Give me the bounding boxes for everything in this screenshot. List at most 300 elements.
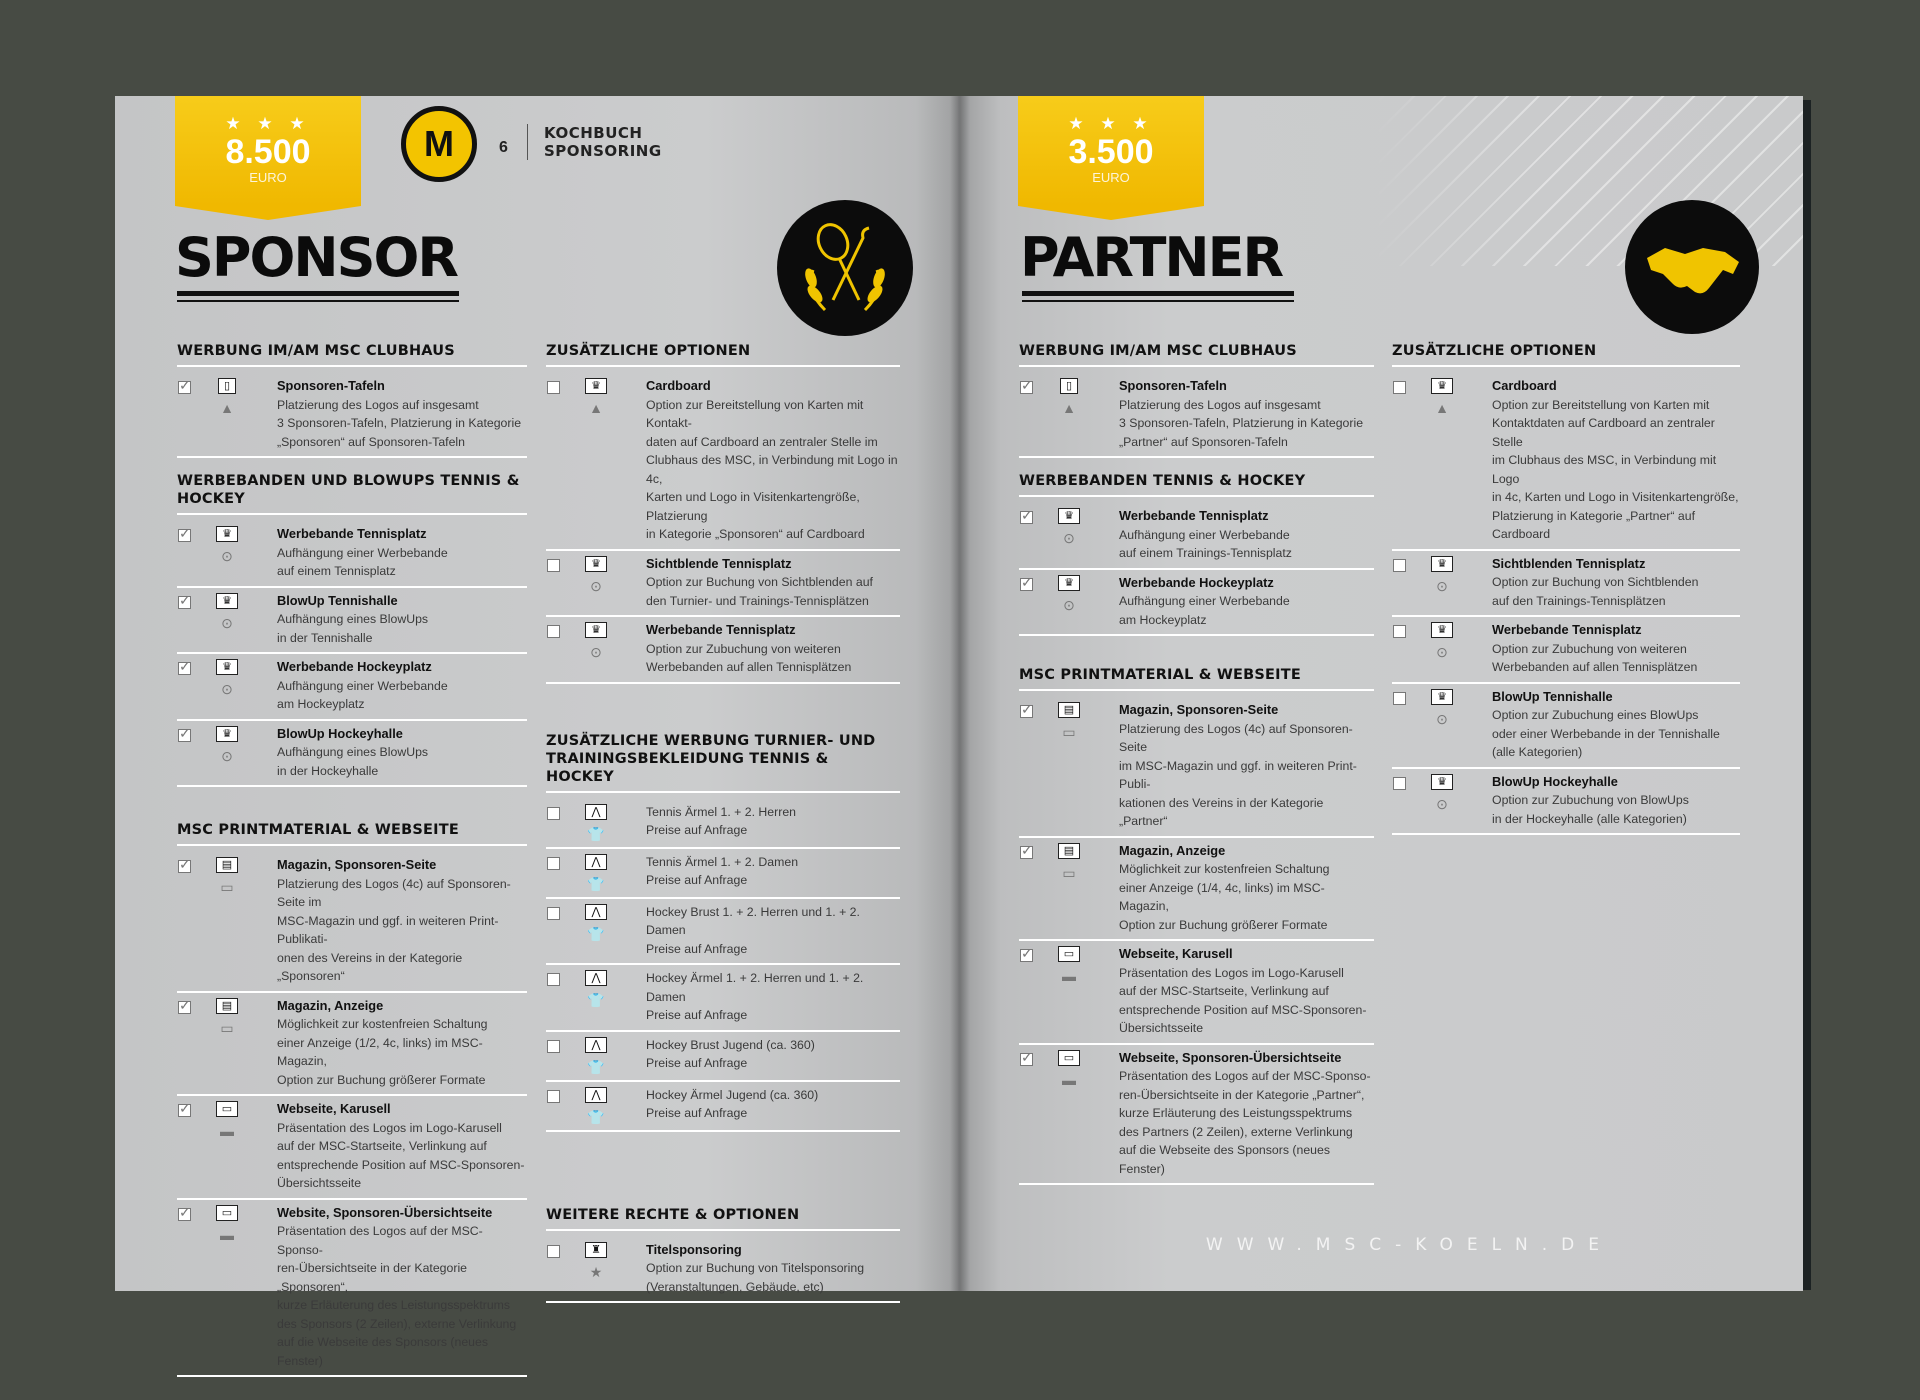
shirt-secondary-icon: 👕 xyxy=(587,825,605,842)
list-item xyxy=(1019,1045,1374,1186)
item-text xyxy=(1105,507,1374,563)
list-item xyxy=(1019,503,1374,570)
section xyxy=(177,821,527,1377)
trophy-icon: ♜ xyxy=(585,1242,607,1258)
item-line: Präsentation des Logos auf der MSC-Sponso- xyxy=(1119,1069,1371,1083)
banner-icon: ♛ xyxy=(216,659,238,675)
item-line: Option zur Bereitstellung von Karten mit Kontakt- xyxy=(646,397,864,430)
option-checkbox[interactable] xyxy=(547,381,560,394)
item-text xyxy=(263,1100,527,1193)
sign-secondary-icon: ▲ xyxy=(1062,400,1076,416)
item-title: BlowUp Tennishalle xyxy=(1492,688,1613,704)
item-line: Option zur Zubuchung von BlowUps xyxy=(1492,793,1689,807)
section-heading: ZUSÄTZLICHE OPTIONEN xyxy=(546,342,900,367)
item-text xyxy=(632,803,900,842)
web-icon: ▭ xyxy=(216,1101,238,1117)
item-line: Möglichkeit zur kostenfreien Schaltung xyxy=(1119,862,1330,876)
title-underline-thin xyxy=(177,300,459,302)
item-icons xyxy=(560,621,632,677)
item-icons xyxy=(560,969,632,1025)
option-checkbox[interactable] xyxy=(547,559,560,572)
option-checkbox[interactable] xyxy=(178,1001,191,1014)
option-checkbox[interactable] xyxy=(1020,578,1033,591)
list-item xyxy=(177,1096,527,1200)
item-line: Hockey Brust Jugend (ca. 360) xyxy=(646,1037,815,1052)
banner-icon: ♛ xyxy=(216,526,238,542)
option-checkbox[interactable] xyxy=(547,807,560,820)
price-banner xyxy=(1018,96,1204,206)
banner-icon: ♛ xyxy=(1431,774,1453,790)
list-item xyxy=(546,373,900,551)
banner-secondary-icon: ⊙ xyxy=(221,681,233,697)
shirt-icon: ⋀ xyxy=(585,904,606,920)
option-checkbox[interactable] xyxy=(547,907,560,920)
item-line: in Kategorie „Sponsoren“ auf Cardboard xyxy=(646,527,865,541)
section-heading: WEITERE RECHTE & OPTIONEN xyxy=(546,1206,900,1231)
item-line: entsprechende Position auf MSC-Sponsoren- xyxy=(277,1157,525,1172)
option-checkbox[interactable] xyxy=(178,860,191,873)
item-line: Preise auf Anfrage xyxy=(646,1106,748,1120)
banner-secondary-icon: ⊙ xyxy=(221,747,233,764)
shirt-secondary-icon: 👕 xyxy=(587,1058,605,1075)
item-icons xyxy=(560,1241,632,1297)
item-line: Option zur Buchung von Titelsponsoring xyxy=(646,1261,865,1275)
item-line: Preise auf Anfrage xyxy=(646,823,748,837)
list-item xyxy=(1019,697,1374,838)
option-checkbox[interactable] xyxy=(178,1208,191,1221)
banner-secondary-icon: ⊙ xyxy=(1063,596,1075,613)
list-item xyxy=(1019,838,1374,942)
item-line: 3 Sponsoren-Tafeln, Platzierung in Kategorie xyxy=(277,416,522,430)
item-line: Option zur Zubuchung von weiteren xyxy=(1492,641,1687,656)
option-checkbox[interactable] xyxy=(1020,511,1033,524)
section xyxy=(1392,342,1740,835)
item-line: am Hockeyplatz xyxy=(277,697,365,711)
item-line: kationen des Vereins in der Kategorie „Partner“ xyxy=(1119,795,1324,828)
card-icon: ♛ xyxy=(1431,378,1453,394)
item-icons xyxy=(191,525,263,581)
item-text xyxy=(632,621,900,677)
option-checkbox[interactable] xyxy=(547,857,560,870)
sign-icon: ▯ xyxy=(218,378,236,394)
section xyxy=(1019,666,1374,1185)
item-text xyxy=(263,377,527,451)
section xyxy=(1019,472,1374,636)
item-icons xyxy=(191,725,263,781)
item-text xyxy=(1105,377,1374,451)
item-line: in der Tennishalle xyxy=(277,630,373,645)
list-item xyxy=(177,1200,527,1378)
book-spine xyxy=(950,96,970,1291)
item-line: Tennis Ärmel 1. + 2. Herren xyxy=(646,804,797,819)
banner-icon: ♛ xyxy=(585,556,607,572)
item-line: Platzierung des Logos auf insgesamt xyxy=(1119,397,1321,412)
item-icons xyxy=(191,592,263,648)
item-line: in 4c, Karten und Logo in Visitenkartengröße, xyxy=(1492,490,1739,504)
item-title: Magazin, Anzeige xyxy=(1119,842,1226,858)
item-title: Webseite, Sponsoren-Übersichtseite xyxy=(1119,1049,1342,1065)
item-line: Karten und Logo in Visitenkartengröße, Platzierung xyxy=(646,490,860,523)
item-line: in der Hockeyhalle (alle Kategorien) xyxy=(1492,811,1687,826)
item-icons xyxy=(191,377,263,451)
page-edge xyxy=(1803,100,1811,1290)
item-line: am Hockeyplatz xyxy=(1119,612,1207,627)
right-column-1 xyxy=(1019,342,1374,1185)
list-item xyxy=(1392,373,1740,551)
item-line: MSC-Magazin und ggf. in weiteren Print-Publikati- xyxy=(277,913,499,946)
list-item xyxy=(177,993,527,1097)
item-icons xyxy=(191,1100,263,1193)
item-title: Werbebande Hockeyplatz xyxy=(277,659,432,674)
shirt-icon: ⋀ xyxy=(585,1037,606,1053)
banner-secondary-icon: ⊙ xyxy=(221,614,233,631)
item-line: Preise auf Anfrage xyxy=(646,1056,748,1070)
item-text xyxy=(632,377,900,544)
right-page xyxy=(958,96,1803,1291)
item-line: Platzierung des Logos (4c) auf Sponsoren-Seite xyxy=(1119,721,1353,754)
section-heading: ZUSÄTZLICHE WERBUNG TURNIER- UND TRAININGSBEKLEIDUNG TENNIS & HOCKEY xyxy=(546,732,900,793)
item-title: Werbebande Tennisplatz xyxy=(1119,508,1269,523)
item-line: Präsentation des Logos im Logo-Karusell xyxy=(277,1120,502,1135)
option-checkbox[interactable] xyxy=(1393,625,1406,638)
item-icons xyxy=(1406,377,1478,544)
item-text xyxy=(1105,574,1374,630)
sign-icon: ▯ xyxy=(1060,378,1078,394)
list-item xyxy=(177,852,527,993)
list-item xyxy=(546,617,900,684)
item-line: Option zur Buchung von Sichtblenden auf xyxy=(646,575,873,589)
item-line: oder einer Werbebande in der Tennishalle xyxy=(1492,726,1720,741)
item-icons xyxy=(1406,688,1478,762)
item-title: Webseite, Karusell xyxy=(277,1101,391,1116)
item-icons xyxy=(1406,621,1478,677)
item-title: Magazin, Sponsoren-Seite xyxy=(277,857,437,872)
item-line: Aufhängung eines BlowUps xyxy=(277,612,429,626)
item-text xyxy=(632,1086,900,1125)
price: 3.500 xyxy=(1068,133,1154,171)
header-line1: KOCHBUCH xyxy=(544,124,643,142)
item-icons xyxy=(1033,945,1105,1038)
page-title: PARTNER xyxy=(1020,226,1283,289)
item-title: Sichtblende Tennisplatz xyxy=(646,555,792,571)
option-checkbox[interactable] xyxy=(1393,692,1406,705)
banner-secondary-icon: ⊙ xyxy=(1436,710,1448,727)
currency: EURO xyxy=(1092,170,1130,185)
option-checkbox[interactable] xyxy=(178,729,191,742)
stars: ★ ★ ★ xyxy=(225,114,311,133)
item-icons xyxy=(1033,507,1105,563)
item-icons xyxy=(191,856,263,986)
item-line: Werbebanden auf allen Tennisplätzen xyxy=(1492,660,1698,674)
item-line: Clubhaus des MSC, in Verbindung mit Logo in 4c, xyxy=(646,453,898,486)
item-line: im Clubhaus des MSC, in Verbindung mit Logo xyxy=(1492,453,1717,486)
option-checkbox[interactable] xyxy=(1020,846,1033,859)
item-text xyxy=(263,856,527,986)
banner-secondary-icon: ⊙ xyxy=(1436,644,1448,660)
item-line: Option zur Buchung von Sichtblenden xyxy=(1492,575,1699,589)
item-line: (alle Kategorien) xyxy=(1492,745,1583,759)
section xyxy=(546,342,900,684)
item-icons xyxy=(560,853,632,892)
item-line: Option zur Zubuchung von weiteren xyxy=(646,641,841,656)
shirt-icon: ⋀ xyxy=(585,804,606,820)
item-title: Cardboard xyxy=(1492,378,1557,393)
item-line: Aufhängung einer Werbebande xyxy=(1119,594,1290,608)
item-title: Website, Sponsoren-Übersichtseite xyxy=(277,1204,493,1220)
item-text xyxy=(263,725,527,781)
shirt-secondary-icon: 👕 xyxy=(587,1108,605,1125)
item-title: Magazin, Anzeige xyxy=(277,997,384,1013)
item-line: des Partners (2 Zeilen), externe Verlinkung xyxy=(1119,1124,1353,1139)
item-line: auf der MSC-Startseite, Verlinkung auf xyxy=(277,1139,487,1153)
option-checkbox[interactable] xyxy=(1020,949,1033,962)
item-line: daten auf Cardboard an zentraler Stelle im xyxy=(646,434,878,449)
item-text xyxy=(1105,1049,1374,1179)
option-checkbox[interactable] xyxy=(547,1090,560,1103)
item-title: Werbebande Tennisplatz xyxy=(1492,622,1642,637)
magazine-secondary-icon: ▭ xyxy=(220,879,234,895)
item-icons xyxy=(1033,842,1105,935)
list-item xyxy=(177,654,527,721)
item-line: auf die Webseite des Sponsors (neues Fenster) xyxy=(277,1335,488,1368)
item-line: Platzierung in Kategorie „Partner“ auf Cardboard xyxy=(1492,508,1696,541)
item-line: Option zur Buchung größerer Formate xyxy=(1119,917,1328,932)
web-secondary-icon: ▬ xyxy=(1062,1071,1076,1088)
item-line: Übersichtsseite xyxy=(277,1176,362,1190)
banner-icon: ♛ xyxy=(585,622,607,638)
list-item xyxy=(177,521,527,588)
list-item xyxy=(1019,373,1374,458)
list-item xyxy=(546,849,900,899)
option-checkbox[interactable] xyxy=(1020,381,1033,394)
item-line: Aufhängung einer Werbebande xyxy=(277,545,448,560)
club-logo-letter: M xyxy=(424,123,454,164)
shirt-icon: ⋀ xyxy=(585,854,606,870)
header-line2: SPONSORING xyxy=(544,142,662,160)
item-line: den Turnier- und Trainings-Tennisplätzen xyxy=(646,593,869,608)
web-icon: ▭ xyxy=(216,1205,238,1221)
currency: EURO xyxy=(249,170,287,185)
sign-secondary-icon: ▲ xyxy=(220,400,234,416)
item-title: Magazin, Sponsoren-Seite xyxy=(1119,702,1279,717)
option-checkbox[interactable] xyxy=(1393,381,1406,394)
magazine-icon: ▤ xyxy=(216,857,238,873)
list-item xyxy=(1019,941,1374,1045)
item-line: auf einem Trainings-Tennisplatz xyxy=(1119,546,1292,560)
banner-secondary-icon: ⊙ xyxy=(590,644,602,660)
web-secondary-icon: ▬ xyxy=(220,1123,234,1139)
section-heading: MSC PRINTMATERIAL & WEBSEITE xyxy=(1019,666,1374,691)
option-checkbox[interactable] xyxy=(178,596,191,609)
item-title: BlowUp Hockeyhalle xyxy=(277,725,403,741)
stars: ★ ★ ★ xyxy=(1068,114,1154,133)
item-icons xyxy=(1033,377,1105,451)
item-line: Möglichkeit zur kostenfreien Schaltung xyxy=(277,1017,488,1031)
title-underline xyxy=(1022,291,1294,296)
item-title: Werbebande Tennisplatz xyxy=(277,526,427,541)
item-icons xyxy=(560,1036,632,1075)
item-line: ren-Übersichtseite in der Kategorie „Partner“, xyxy=(1119,1087,1365,1102)
item-text xyxy=(1105,842,1374,935)
list-item xyxy=(546,1082,900,1132)
item-icons xyxy=(191,997,263,1090)
banner-icon: ♛ xyxy=(216,593,238,609)
item-text xyxy=(263,658,527,714)
item-line: onen des Vereins in der Kategorie „Sponsoren“ xyxy=(277,950,463,983)
list-item xyxy=(546,1032,900,1082)
item-icons xyxy=(560,1086,632,1125)
item-line: Hockey Ärmel 1. + 2. Herren und 1. + 2. Damen xyxy=(646,971,864,1004)
list-item xyxy=(1392,551,1740,618)
option-checkbox[interactable] xyxy=(178,1104,191,1117)
section-heading: WERBUNG IM/AM MSC CLUBHAUS xyxy=(177,342,527,367)
option-checkbox[interactable] xyxy=(547,1245,560,1258)
option-checkbox[interactable] xyxy=(1020,1053,1033,1066)
item-line: Aufhängung einer Werbebande xyxy=(1119,527,1290,542)
price: 8.500 xyxy=(225,133,311,171)
item-text xyxy=(632,903,900,959)
magazine-secondary-icon: ▭ xyxy=(1062,864,1076,881)
option-checkbox[interactable] xyxy=(178,381,191,394)
banner-icon: ♛ xyxy=(1058,575,1080,591)
list-item xyxy=(177,373,527,458)
item-icons xyxy=(560,377,632,544)
option-checkbox[interactable] xyxy=(178,662,191,675)
website-url: WWW.MSC-KOELN.DE xyxy=(1205,1235,1613,1255)
option-checkbox[interactable] xyxy=(178,529,191,542)
item-text xyxy=(263,592,527,648)
banner-icon: ♛ xyxy=(1431,622,1453,638)
list-item xyxy=(177,588,527,655)
item-title: BlowUp Hockeyhalle xyxy=(1492,773,1618,789)
item-line: Kontaktdaten auf Cardboard an zentraler Stelle xyxy=(1492,416,1715,449)
card-secondary-icon: ▲ xyxy=(589,400,603,416)
item-line: Werbebanden auf allen Tennisplätzen xyxy=(646,660,852,674)
item-line: Preise auf Anfrage xyxy=(646,873,748,887)
item-text xyxy=(263,525,527,581)
list-item xyxy=(546,799,900,849)
banner-icon: ♛ xyxy=(1431,556,1453,572)
item-icons xyxy=(560,555,632,611)
club-logo xyxy=(401,106,477,182)
list-item xyxy=(546,551,900,618)
item-title: Sichtblenden Tennisplatz xyxy=(1492,555,1646,571)
item-line: Platzierung des Logos auf insgesamt xyxy=(277,397,479,412)
item-text xyxy=(632,853,900,892)
item-line: auf der MSC-Startseite, Verlinkung auf xyxy=(1119,984,1329,998)
item-text xyxy=(263,1204,527,1371)
section-heading: WERBEBANDEN TENNIS & HOCKEY xyxy=(1019,472,1374,497)
item-text xyxy=(1478,621,1740,677)
item-line: kurze Erläuterung des Leistungsspektrums xyxy=(277,1298,511,1312)
banner-secondary-icon: ⊙ xyxy=(221,548,233,564)
item-line: ren-Übersichtseite in der Kategorie „Sponsoren“, xyxy=(277,1261,468,1294)
page-title: SPONSOR xyxy=(175,226,457,289)
item-line: Platzierung des Logos (4c) auf Sponsoren-Seite im xyxy=(277,876,511,909)
item-line: Tennis Ärmel 1. + 2. Damen xyxy=(646,854,799,869)
web-icon: ▭ xyxy=(1058,1050,1080,1066)
item-icons xyxy=(1406,555,1478,611)
item-line: Option zur Buchung größerer Formate xyxy=(277,1072,486,1087)
item-line: Präsentation des Logos auf der MSC-Sponso- xyxy=(277,1224,483,1257)
banner-secondary-icon: ⊙ xyxy=(590,577,602,594)
shirt-icon: ⋀ xyxy=(585,970,606,986)
item-text xyxy=(632,1036,900,1075)
handshake-icon xyxy=(1625,200,1759,334)
left-column-1 xyxy=(177,342,527,1377)
list-item xyxy=(546,1237,900,1304)
option-checkbox[interactable] xyxy=(1393,777,1406,790)
item-line: (Veranstaltungen, Gebäude, etc) xyxy=(646,1279,824,1294)
item-title: Sponsoren-Tafeln xyxy=(1119,378,1227,393)
left-column-2 xyxy=(546,342,900,1303)
left-page xyxy=(115,96,958,1368)
item-line: in der Hockeyhalle xyxy=(277,763,379,778)
item-title: Werbebande Hockeyplatz xyxy=(1119,574,1274,590)
section-heading: MSC PRINTMATERIAL & WEBSEITE xyxy=(177,821,527,846)
item-icons xyxy=(1406,773,1478,829)
web-secondary-icon: ▬ xyxy=(1062,968,1076,984)
title-underline-thin xyxy=(1022,300,1294,302)
banner-secondary-icon: ⊙ xyxy=(1436,795,1448,812)
item-text xyxy=(632,555,900,611)
section xyxy=(546,732,900,1132)
magazine-secondary-icon: ▭ xyxy=(220,1019,234,1036)
option-checkbox[interactable] xyxy=(1020,705,1033,718)
section xyxy=(177,342,527,458)
item-line: einer Anzeige (1/2, 4c, links) im MSC-Magazin, xyxy=(277,1035,483,1068)
item-line: des Sponsors (2 Zeilen), externe Verlinkung xyxy=(277,1316,517,1331)
shirt-secondary-icon: 👕 xyxy=(587,925,605,942)
item-line: „Sponsoren“ auf Sponsoren-Tafeln xyxy=(277,434,465,449)
option-checkbox[interactable] xyxy=(547,1040,560,1053)
magazine-icon: ▤ xyxy=(1058,702,1080,718)
web-secondary-icon: ▬ xyxy=(220,1226,234,1243)
item-text xyxy=(1105,945,1374,1038)
item-icons xyxy=(1033,574,1105,630)
trophy-secondary-icon: ★ xyxy=(589,1263,603,1280)
section-heading: ZUSÄTZLICHE OPTIONEN xyxy=(1392,342,1740,367)
item-line: Präsentation des Logos im Logo-Karusell xyxy=(1119,965,1344,980)
item-text xyxy=(1478,688,1740,762)
option-checkbox[interactable] xyxy=(1393,559,1406,572)
item-text xyxy=(1478,377,1740,544)
banner-secondary-icon: ⊙ xyxy=(1436,577,1448,594)
item-line: auf die Webseite des Sponsors (neues Fenster) xyxy=(1119,1143,1330,1176)
magazine-secondary-icon: ▭ xyxy=(1062,724,1076,740)
option-checkbox[interactable] xyxy=(547,973,560,986)
list-item xyxy=(1392,769,1740,836)
option-checkbox[interactable] xyxy=(547,625,560,638)
item-icons xyxy=(560,903,632,959)
item-title: Werbebande Tennisplatz xyxy=(646,622,796,637)
magazine-icon: ▤ xyxy=(216,998,238,1014)
item-line: einer Anzeige (1/4, 4c, links) im MSC-Magazin, xyxy=(1119,880,1325,913)
item-line: im MSC-Magazin und ggf. in weiteren Print-Publi- xyxy=(1119,758,1357,791)
banner-icon: ♛ xyxy=(1431,689,1453,705)
item-line: Aufhängung eines BlowUps xyxy=(277,745,429,759)
list-item xyxy=(546,965,900,1032)
item-line: Hockey Brust 1. + 2. Herren und 1. + 2. Damen xyxy=(646,904,860,937)
banner-icon: ♛ xyxy=(1058,508,1080,524)
section xyxy=(546,1206,900,1304)
list-item xyxy=(177,721,527,788)
item-line: Hockey Ärmel Jugend (ca. 360) xyxy=(646,1087,819,1102)
item-icons xyxy=(1033,1049,1105,1179)
item-line: Option zur Bereitstellung von Karten mit xyxy=(1492,397,1710,412)
section xyxy=(1019,342,1374,458)
item-title: Cardboard xyxy=(646,378,711,393)
